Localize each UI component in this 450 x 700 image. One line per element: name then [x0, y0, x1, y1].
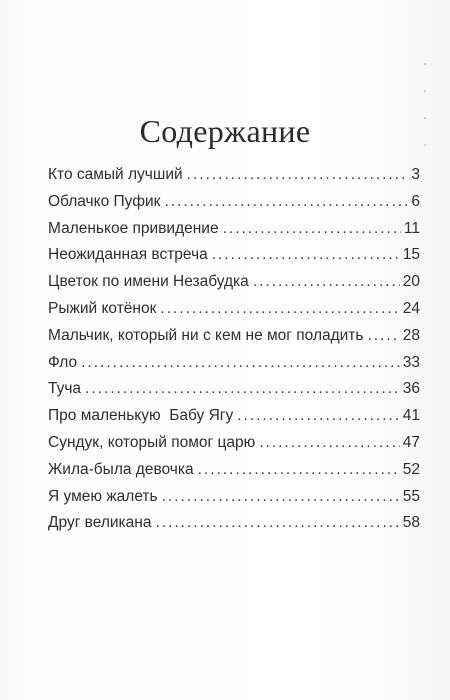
toc-dot-leader	[81, 354, 400, 372]
toc-dot-leader	[164, 193, 408, 211]
toc-dot-leader	[223, 220, 401, 238]
toc-entry-title: Друг великана	[48, 514, 152, 532]
toc-entry[interactable]	[48, 461, 420, 488]
toc-entry[interactable]	[48, 166, 420, 193]
toc-dot-leader	[259, 434, 400, 452]
toc-entry[interactable]	[48, 273, 420, 300]
bleed-mark: ▪	[423, 59, 427, 69]
toc-page-number: 6	[411, 192, 420, 210]
toc-dot-leader	[85, 380, 400, 398]
toc-dot-leader	[160, 300, 399, 318]
bleed-mark: ▪	[423, 86, 427, 96]
toc-entry[interactable]	[48, 300, 420, 327]
toc-entry[interactable]	[48, 220, 420, 247]
table-of-contents	[48, 166, 420, 541]
toc-dot-leader	[187, 166, 409, 184]
toc-entry[interactable]	[48, 407, 420, 434]
toc-entry-title: Маленькое привидение	[48, 219, 219, 237]
toc-page-number: 33	[402, 353, 420, 371]
toc-page-number: 24	[402, 299, 420, 317]
toc-page-number: 41	[402, 407, 420, 425]
toc-dot-leader	[237, 407, 400, 425]
toc-dot-leader	[155, 514, 399, 532]
toc-entry-title: Мальчик, который ни с кем не мог поладить	[48, 326, 364, 344]
toc-entry[interactable]	[48, 327, 420, 354]
toc-entry[interactable]	[48, 193, 420, 220]
toc-page-number: 52	[402, 460, 420, 478]
toc-entry-title: Рыжий котёнок	[48, 299, 157, 317]
toc-entry-title: Про маленькую Бабу Ягу	[48, 407, 234, 425]
toc-entry[interactable]	[48, 354, 420, 381]
toc-entry-title: Кто самый лучший	[48, 166, 183, 183]
toc-dot-leader	[212, 246, 400, 264]
toc-page-number: 28	[402, 326, 420, 344]
toc-entry[interactable]	[48, 434, 420, 461]
toc-page-number: 15	[402, 246, 420, 264]
bleed-mark: ▪	[423, 113, 427, 123]
toc-page-number: 58	[402, 514, 420, 532]
toc-entry[interactable]	[48, 488, 420, 515]
toc-entry-title: Туча	[48, 380, 82, 398]
toc-dot-leader	[162, 488, 400, 506]
toc-entry[interactable]	[48, 246, 420, 273]
toc-entry-title: Цветок по имени Незабудка	[48, 273, 249, 291]
page-title: Содержание	[139, 113, 311, 149]
toc-dot-leader	[253, 273, 400, 291]
toc-entry[interactable]	[48, 514, 420, 541]
toc-entry-title: Жила-была девочка	[48, 460, 194, 478]
toc-entry-title: Сундук, который помог царю	[48, 433, 256, 451]
toc-page-number: 11	[403, 219, 420, 237]
toc-dot-leader	[198, 461, 400, 479]
toc-entry-title: Фло	[48, 353, 78, 371]
toc-page-number: 55	[402, 487, 420, 505]
toc-dot-leader	[367, 327, 399, 345]
toc-entry[interactable]	[48, 380, 420, 407]
toc-entry-title: Неожиданная встреча	[48, 246, 208, 264]
bleed-mark: ▪	[423, 140, 427, 150]
toc-entry-title: Я умею жалеть	[48, 487, 158, 505]
toc-entry-title: Облачко Пуфик	[48, 192, 161, 210]
toc-page-number: 47	[402, 433, 420, 451]
toc-page-number: 3	[411, 166, 420, 183]
toc-page-number: 36	[402, 380, 420, 398]
toc-page-number: 20	[402, 273, 420, 291]
